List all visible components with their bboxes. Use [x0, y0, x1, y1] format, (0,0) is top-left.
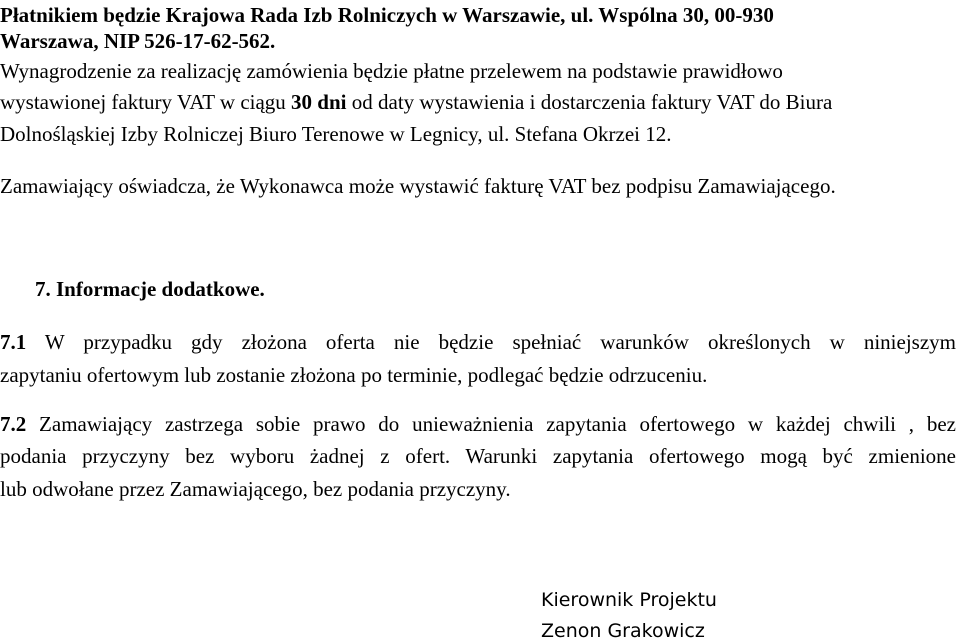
paragraph-7-2-number: 7.2	[0, 412, 27, 436]
paragraph-7-1-number: 7.1	[0, 330, 27, 354]
payer-line-1: Płatnikiem będzie Krajowa Rada Izb Rolniczych w Warszawie, ul. Wspólna 30, 00-930	[0, 3, 774, 27]
payer-line-2: Warszawa, NIP 526-17-62-562.	[0, 29, 276, 53]
paragraph-7-2-line-2: podania przyczyny bez wyboru żadnej z ofert. Warunki zapytania ofertowego mogą być zmienione	[0, 444, 956, 468]
paragraph-7-2-line-1	[0, 411, 956, 437]
payment-line-2-pre: wystawionej faktury VAT w ciągu	[0, 90, 292, 114]
signature-name: Zenon Grakowicz	[541, 620, 705, 642]
payment-line-2-post: od daty wystawienia i dostarczenia faktury VAT do Biura	[346, 90, 833, 114]
paragraph-7-1-text-1: W przypadku gdy złożona oferta nie będzie spełniać warunków określonych w niniejszym	[26, 330, 956, 354]
payment-line-3: Dolnośląskiej Izby Rolniczej Biuro Terenowe w Legnicy, ul. Stefana Okrzei 12.	[0, 122, 672, 146]
section-7-heading: 7. Informacje dodatkowe.	[35, 277, 265, 301]
paragraph-7-1-line-2: zapytaniu ofertowym lub zostanie złożona po terminie, podlegać będzie odrzuceniu.	[0, 363, 708, 387]
paragraph-7-1-line-1	[0, 329, 956, 355]
payment-line-1: Wynagrodzenie za realizację zamówienia będzie płatne przelewem na podstawie prawidłowo	[0, 59, 783, 83]
paragraph-7-2-text-1: Zamawiający zastrzega sobie prawo do unieważnienia zapytania ofertowego w każdej chwili , bez	[26, 412, 956, 436]
payment-line-2	[0, 89, 832, 115]
invoice-note: Zamawiający oświadcza, że Wykonawca może wystawić fakturę VAT bez podpisu Zamawiającego.	[0, 174, 836, 198]
payment-days: 30 dni	[291, 90, 347, 114]
paragraph-7-2-line-3: lub odwołane przez Zamawiającego, bez podania przyczyny.	[0, 477, 511, 501]
signature-title: Kierownik Projektu	[541, 589, 717, 611]
